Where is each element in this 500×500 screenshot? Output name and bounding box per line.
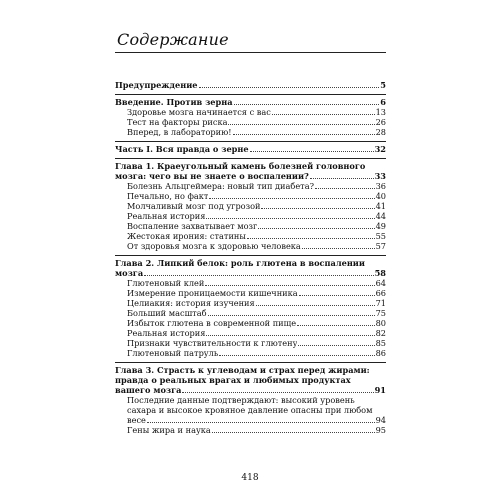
section-divider: [115, 255, 386, 256]
leader-dots: [272, 114, 375, 115]
toc-subentry[interactable]: [115, 241, 386, 251]
leader-dots: [144, 275, 373, 276]
toc-entry-label: Признаки чувствительности к глютену: [127, 338, 298, 348]
toc-entry-page: 95: [375, 425, 386, 435]
toc-entry-page: 66: [375, 288, 386, 298]
toc-entry-page: 64: [375, 278, 386, 288]
toc-entry-page: 94: [375, 415, 386, 425]
toc-entry-label: Здоровье мозга начинается с вас: [127, 107, 271, 117]
toc-entry-label: Вперед, в лабораторию!: [127, 127, 232, 137]
toc-entry-page: 82: [375, 328, 386, 338]
toc-entry-label: Болезнь Альцгеймера: новый тип диабета?: [127, 181, 314, 191]
leader-dots: [209, 198, 374, 199]
toc-subentry[interactable]: [115, 425, 386, 435]
leader-dots: [258, 228, 374, 229]
toc-entry-intro[interactable]: [115, 97, 386, 107]
leader-dots: [205, 285, 374, 286]
leader-dots: [206, 218, 374, 219]
toc-entry-page: 80: [375, 318, 386, 328]
toc-entry-page: 28: [375, 127, 386, 137]
toc-entry-page: 33: [374, 171, 386, 181]
toc-subentry[interactable]: [115, 308, 386, 318]
toc-subentry[interactable]: [115, 181, 386, 191]
leader-dots: [233, 134, 375, 135]
toc-entry-page: 41: [375, 201, 386, 211]
toc-entry-page: 58: [374, 268, 386, 278]
section-divider: [115, 158, 386, 159]
chapter-title-line: мозга: [115, 268, 144, 278]
toc-entry-label: весе: [127, 415, 146, 425]
leader-dots: [247, 238, 375, 239]
leader-dots: [228, 124, 374, 125]
leader-dots: [297, 325, 375, 326]
chapter-title-line: мозга: чего вы не знаете о воспалении?: [115, 171, 309, 181]
toc-entry-page: 32: [374, 144, 386, 154]
toc-entry-chapter-2[interactable]: [115, 258, 386, 278]
toc-subentry[interactable]: [115, 201, 386, 211]
chapter-title-line: Глава 3. Страсть к углеводам и страх перед жирами:: [115, 365, 370, 375]
leader-dots: [315, 188, 375, 189]
toc-subentry[interactable]: [115, 278, 386, 288]
leader-dots: [299, 295, 375, 296]
leader-dots: [261, 208, 374, 209]
toc-entry-label: Предупреждение: [115, 80, 198, 90]
toc-entry-label: Реальная история: [127, 211, 206, 221]
leader-dots: [219, 355, 374, 356]
toc-entry-page: 40: [375, 191, 386, 201]
leader-dots: [298, 345, 374, 346]
toc-subentry[interactable]: [115, 318, 386, 328]
toc-entry-part1[interactable]: [115, 144, 386, 154]
page-number: 418: [241, 473, 259, 483]
toc-entry-page: 91: [374, 385, 386, 395]
toc-entry-page: 86: [375, 348, 386, 358]
leader-dots: [212, 432, 375, 433]
leader-dots: [208, 315, 375, 316]
toc-entry-label: Глютеновый клей: [127, 278, 205, 288]
table-of-contents: [115, 80, 386, 435]
toc-entry-label: Реальная история: [127, 328, 206, 338]
chapter-title-line: Глава 2. Липкий белок: роль глютена в воспалении: [115, 258, 365, 268]
title-divider: [115, 52, 386, 53]
section-divider: [115, 362, 386, 363]
chapter-title-line: вашего мозга: [115, 385, 182, 395]
toc-subentry[interactable]: [115, 107, 386, 117]
toc-entry-chapter-3[interactable]: [115, 365, 386, 395]
toc-entry-page: 44: [375, 211, 386, 221]
toc-entry-page: 5: [380, 80, 386, 90]
toc-subentry[interactable]: [115, 127, 386, 137]
toc-entry-page: 26: [375, 117, 386, 127]
toc-subentry[interactable]: [115, 117, 386, 127]
toc-entry-label: Печально, но факт: [127, 191, 209, 201]
toc-entry-label: Последние данные подтверждают: высокий уровень: [127, 395, 355, 405]
chapter-title-line: правда о реальных врагах и любимых продуктах: [115, 375, 351, 385]
toc-entry-label: Избыток глютена в современной пище: [127, 318, 297, 328]
leader-dots: [199, 87, 380, 88]
leader-dots: [310, 178, 374, 179]
toc-entry-page: 57: [375, 241, 386, 251]
toc-entry-chapter-1[interactable]: [115, 161, 386, 181]
toc-entry-page: 36: [375, 181, 386, 191]
toc-entry-label: Введение. Против зерна: [115, 97, 233, 107]
toc-entry-label: Воспаление захватывает мозг: [127, 221, 258, 231]
toc-entry-label: От здоровья мозга к здоровью человека: [127, 241, 301, 251]
toc-entry-label: сахара и высокое кровяное давление опасны при любом: [127, 405, 373, 415]
toc-entry-page: 13: [375, 107, 386, 117]
toc-entry-label: Тест на факторы риска: [127, 117, 228, 127]
toc-entry-label: Молчаливый мозг под угрозой: [127, 201, 261, 211]
leader-dots: [182, 392, 373, 393]
toc-subentry[interactable]: [115, 298, 386, 308]
leader-dots: [256, 305, 375, 306]
toc-entry-label: Больший масштаб: [127, 308, 207, 318]
toc-subentry[interactable]: [115, 328, 386, 338]
toc-entry-page: 85: [375, 338, 386, 348]
toc-subentry[interactable]: [115, 221, 386, 231]
toc-entry-label: Часть I. Вся правда о зерне: [115, 144, 249, 154]
toc-subentry[interactable]: [115, 288, 386, 298]
leader-dots: [234, 104, 380, 105]
toc-subentry[interactable]: [115, 191, 386, 201]
toc-entry-page: 75: [375, 308, 386, 318]
toc-entry-page: 71: [375, 298, 386, 308]
leader-dots: [250, 151, 374, 152]
toc-entry-label: Гены жира и наука: [127, 425, 211, 435]
chapter-title-line: Глава 1. Краеугольный камень болезней головного: [115, 161, 366, 171]
toc-subentry[interactable]: [115, 348, 386, 358]
toc-entry-label: Измерение проницаемости кишечника: [127, 288, 298, 298]
page-title: Содержание: [117, 30, 229, 49]
toc-subentry[interactable]: [115, 338, 386, 348]
toc-entry-label: Жестокая ирония: статины: [127, 231, 246, 241]
toc-subentry[interactable]: [115, 211, 386, 221]
toc-subentry[interactable]: [115, 395, 386, 425]
toc-entry-page: 55: [375, 231, 386, 241]
toc-entry-label: Целиакия: история изучения: [127, 298, 255, 308]
toc-entry-preface[interactable]: [115, 80, 386, 90]
section-divider: [115, 141, 386, 142]
toc-subentry[interactable]: [115, 231, 386, 241]
section-divider: [115, 94, 386, 95]
leader-dots: [147, 422, 375, 423]
toc-entry-page: 6: [380, 97, 386, 107]
toc-entry-page: 49: [375, 221, 386, 231]
leader-dots: [206, 335, 374, 336]
leader-dots: [302, 248, 375, 249]
toc-entry-label: Глютеновый патруль: [127, 348, 219, 358]
